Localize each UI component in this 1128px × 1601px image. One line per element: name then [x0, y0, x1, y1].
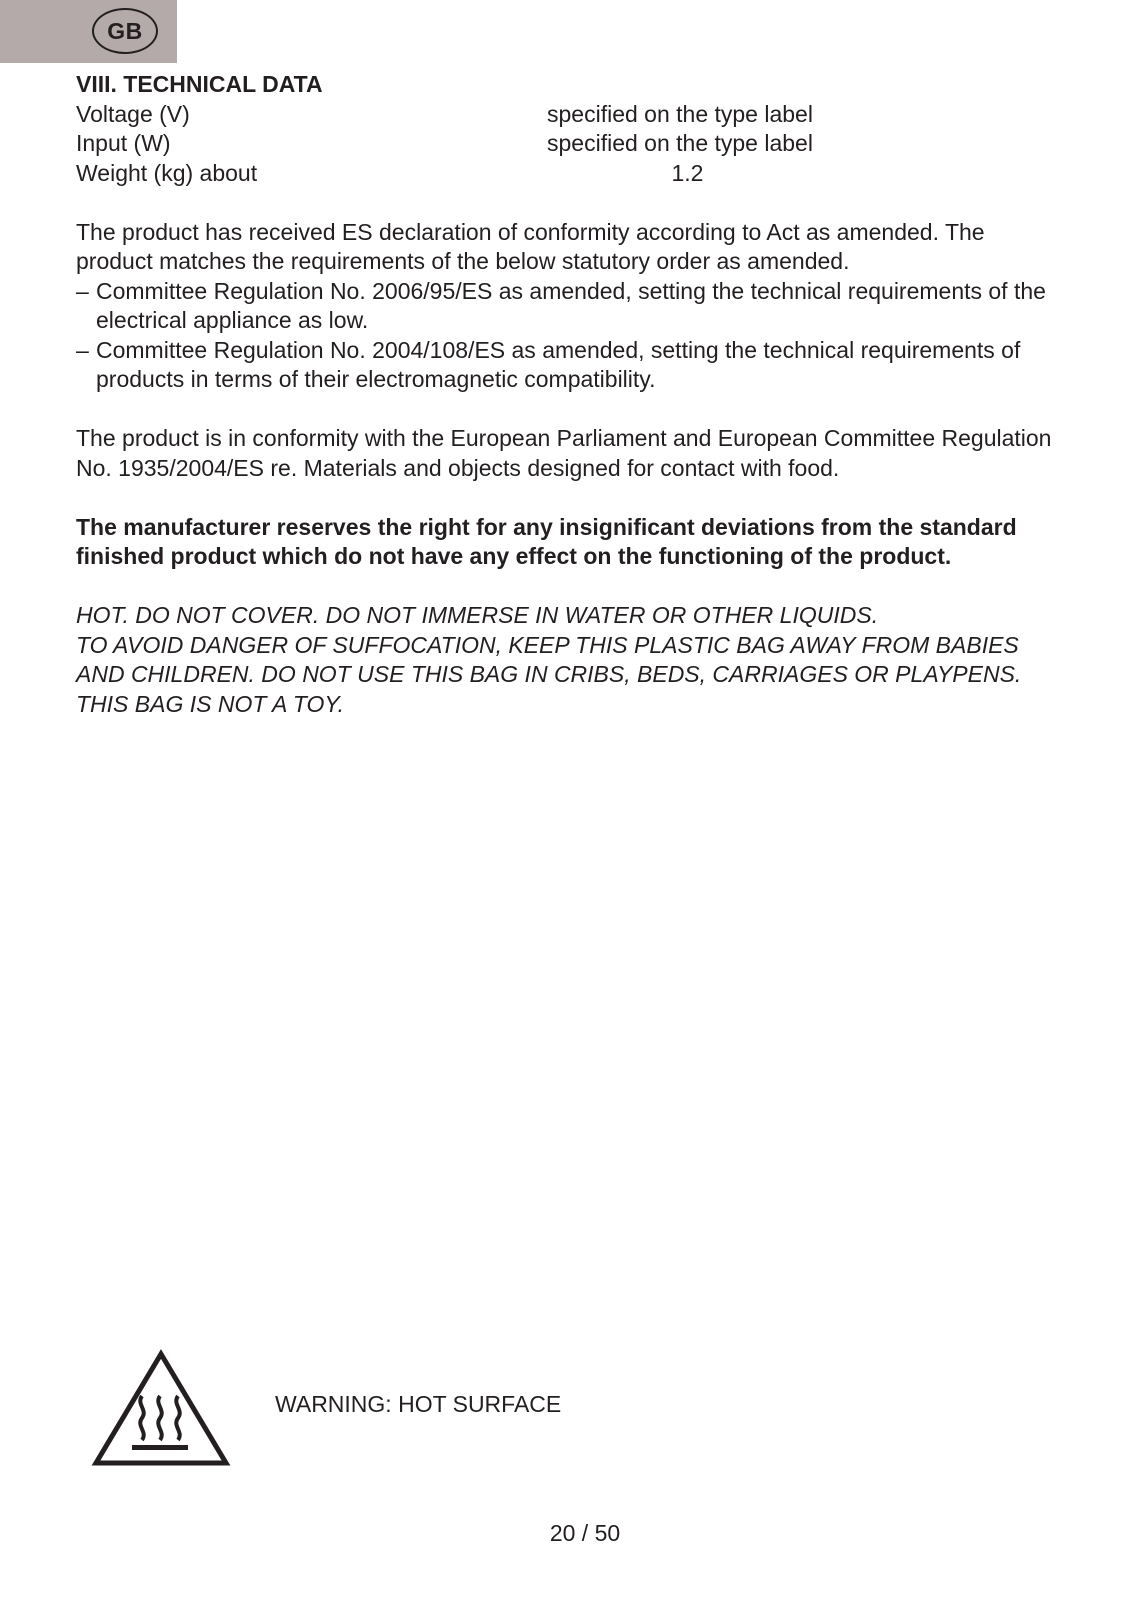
- spec-label: Weight (kg) about: [76, 159, 258, 186]
- food-contact-block: [76, 424, 1056, 483]
- dash-bullet: –: [76, 336, 89, 363]
- spec-row-weight: [76, 159, 1056, 189]
- manufacturer-note: The manufacturer reserves the right for any insignificant deviations from the standard finished product which do not have any effect on the functioning of the product.: [76, 513, 1017, 569]
- regulation-item: [76, 277, 1056, 336]
- hot-surface-warning-icon: [90, 1348, 232, 1468]
- suffocation-warning-text: TO AVOID DANGER OF SUFFOCATION, KEEP THIS PLASTIC BAG AWAY FROM BABIES AND CHILDREN. DO NOT USE THIS BAG IN CRIBS, BEDS, CARRIAGES OR PLAYPENS. THIS BAG IS NOT A TOY.: [76, 631, 1022, 717]
- page-number: 20 / 50: [549, 1520, 621, 1546]
- spec-label: Voltage (V): [76, 100, 190, 127]
- manufacturer-note-block: [76, 513, 1056, 572]
- regulation-text: Committee Regulation No. 2004/108/ES as amended, setting the technical requirements of products in terms of their electromagnetic compatibility.: [96, 336, 1021, 392]
- spec-row-voltage: [76, 100, 1056, 130]
- page-content: [76, 70, 1056, 719]
- spec-value: specified on the type label: [547, 100, 813, 127]
- spec-row-input: [76, 129, 1056, 159]
- language-badge: GB: [92, 8, 158, 54]
- safety-warnings: [76, 601, 1056, 719]
- conformity-block: [76, 218, 1056, 395]
- regulation-text: Committee Regulation No. 2006/95/ES as amended, setting the technical requirements of the electrical appliance as low.: [96, 277, 1046, 333]
- food-contact-text: The product is in conformity with the European Parliament and European Committee Regulation No. 1935/2004/ES re. Materials and objects designed for contact with food.: [76, 425, 1052, 481]
- hot-surface-label: WARNING: HOT SURFACE: [275, 1391, 562, 1417]
- dash-bullet: –: [76, 277, 89, 304]
- conformity-intro: The product has received ES declaration of conformity according to Act as amended. The product matches the requirements of the below statutory order as amended.: [76, 218, 985, 274]
- language-tab: [0, 0, 177, 63]
- spec-value: specified on the type label: [547, 130, 813, 156]
- regulation-item: [76, 336, 1056, 395]
- spec-label: Input (W): [76, 130, 171, 156]
- spec-value: 1.2: [671, 159, 704, 186]
- section-title: VIII. TECHNICAL DATA: [76, 71, 323, 97]
- hot-warning-text: HOT. DO NOT COVER. DO NOT IMMERSE IN WATER OR OTHER LIQUIDS.: [76, 602, 879, 628]
